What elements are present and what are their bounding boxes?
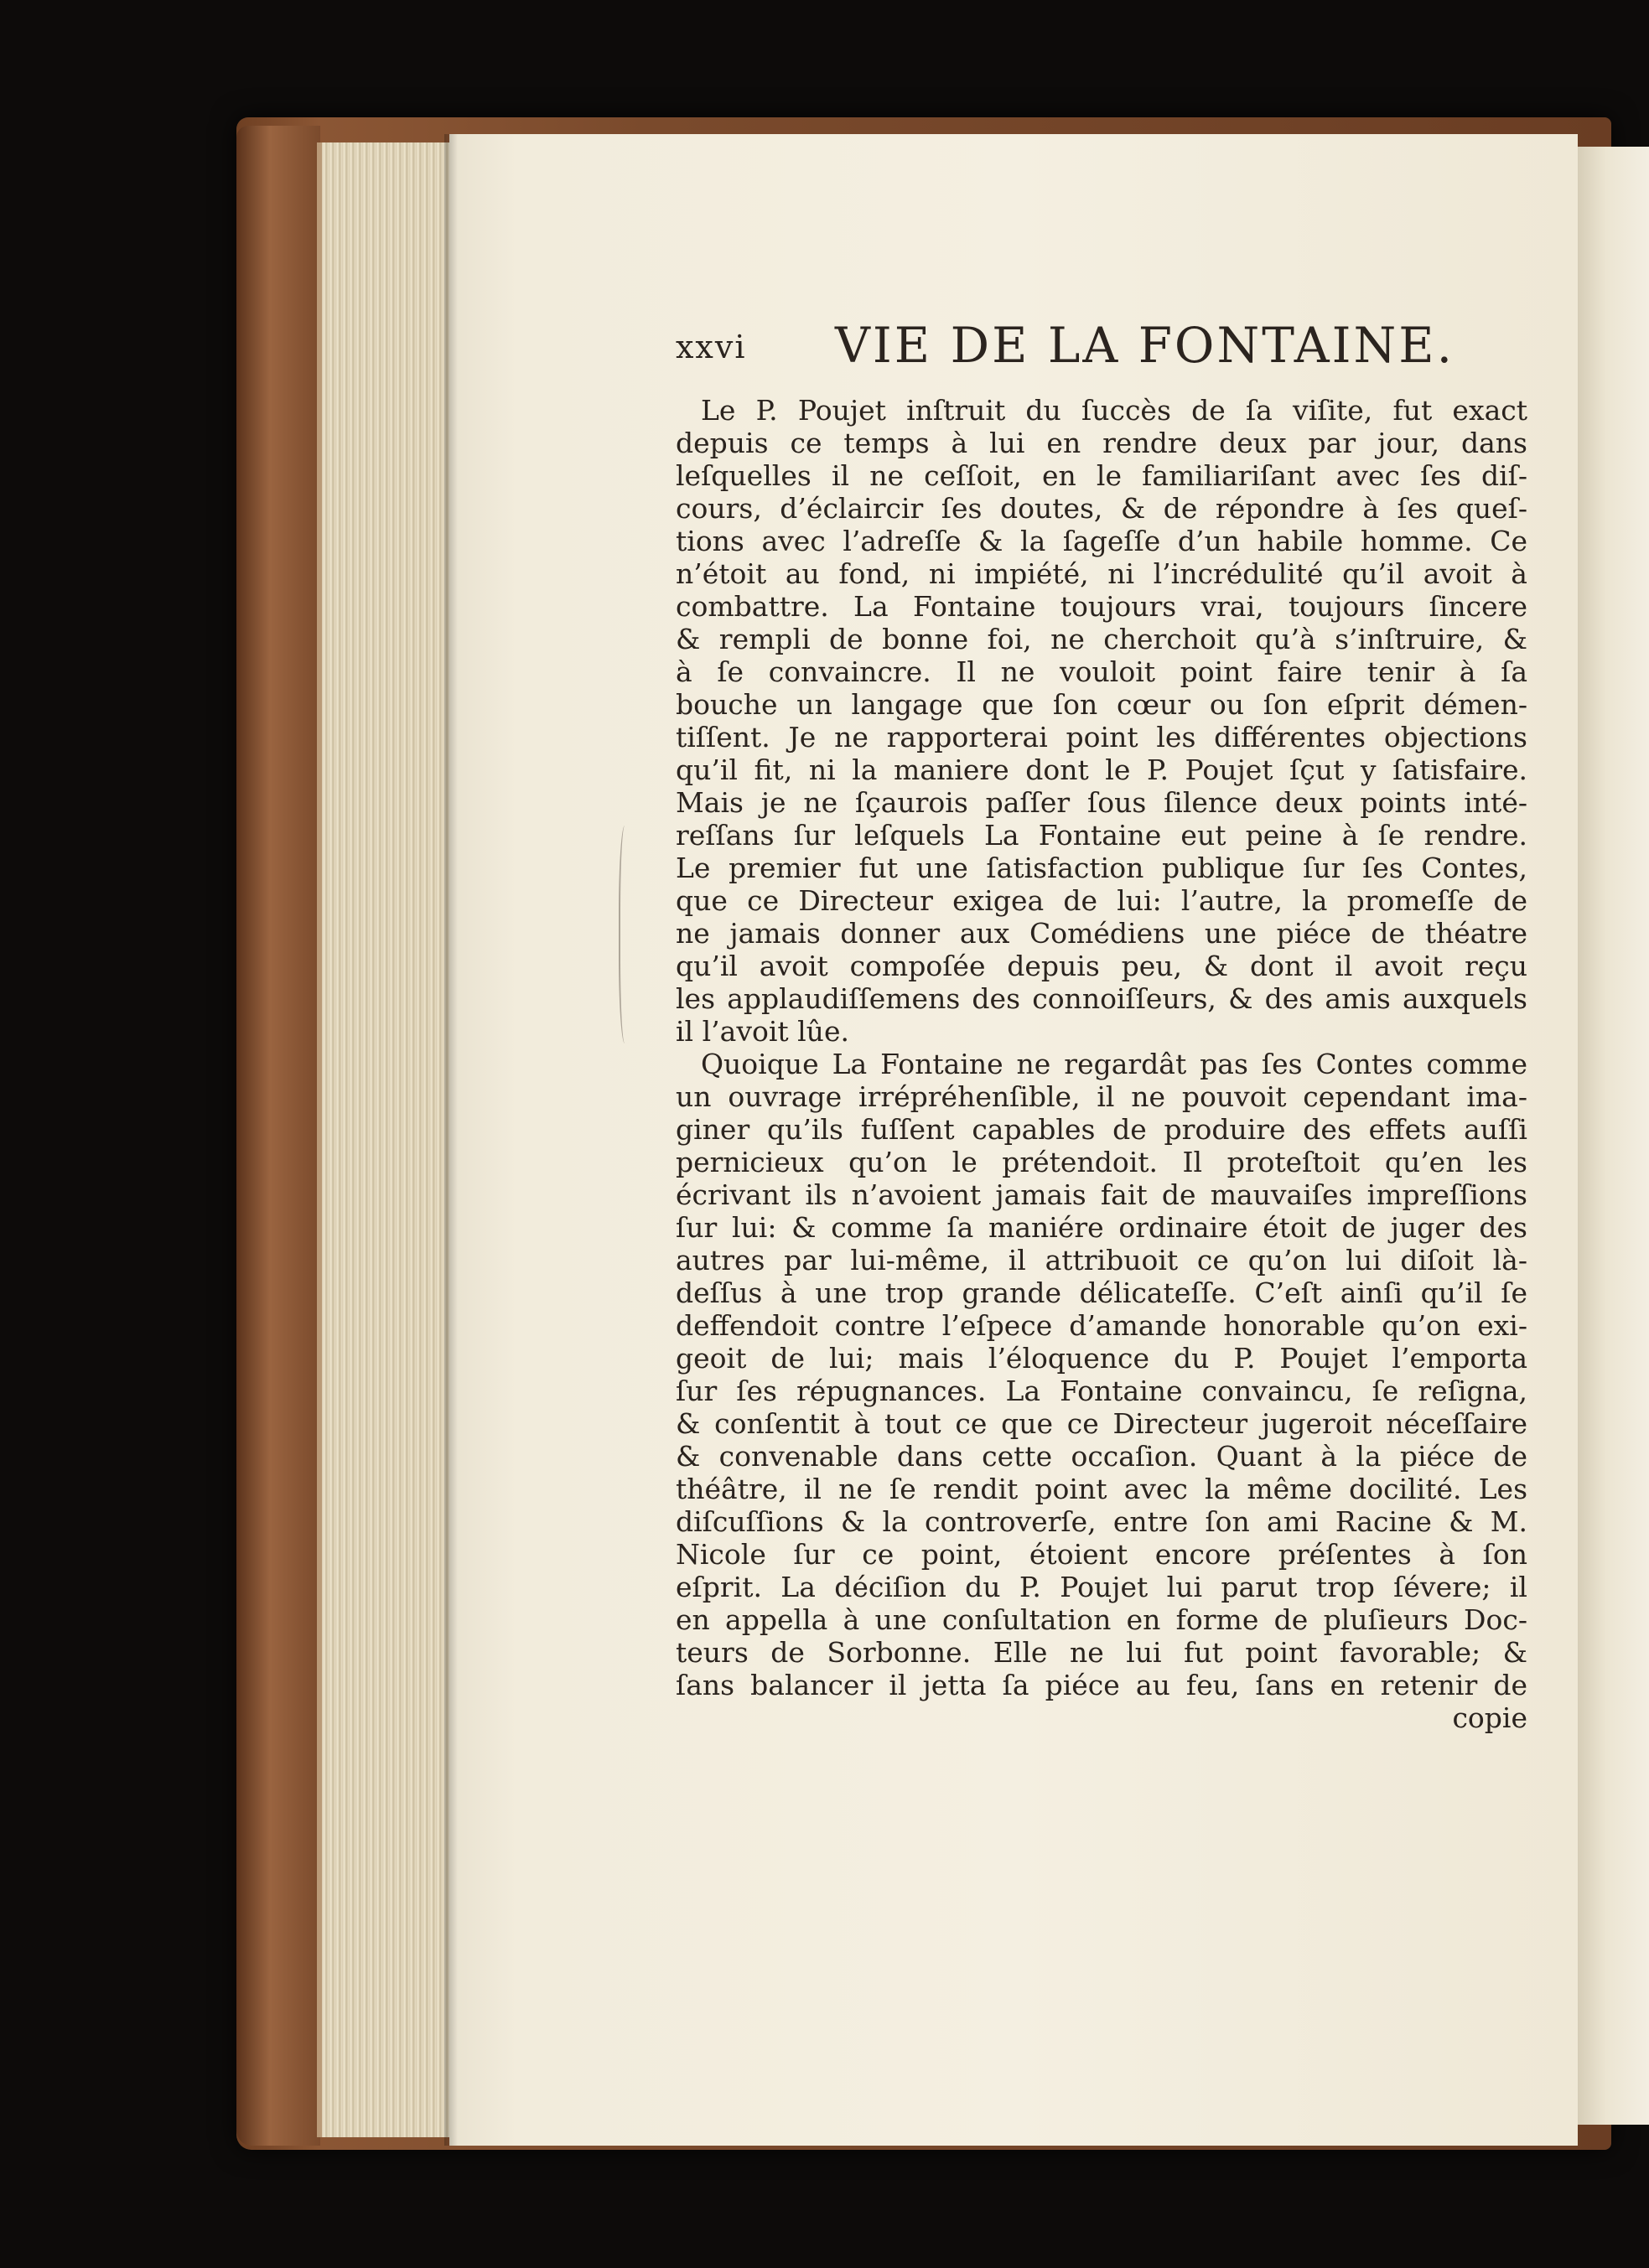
text-line: & conſentit à tout ce que ce Directeur jugeroit néceſſaire [676, 1407, 1527, 1440]
text-line: eſprit. La déciſion du P. Poujet lui parut trop ſévere; il [676, 1571, 1527, 1603]
text-line: Nicole ſur ce point, étoient encore préſentes à ſon [676, 1538, 1527, 1571]
text-line: Quoique La Fontaine ne regardât pas ſes Contes comme [701, 1048, 1527, 1080]
text-line: Le premier fut une ſatisfaction publique ſur ſes Contes, [676, 852, 1527, 884]
text-line: & rempli de bonne foi, ne cherchoit qu’à s’inſtruire, & [676, 623, 1527, 655]
text-line: autres par lui-même, il attribuoit ce qu’on lui diſoit là- [676, 1244, 1527, 1276]
text-line: diſcuſſions & la controverſe, entre ſon ami Racine & M. [676, 1505, 1527, 1538]
text-line: ſur lui: & comme ſa maniére ordinaire étoit de juger des [676, 1211, 1527, 1244]
text-line: qu’il fit, ni la maniere dont le P. Poujet ſçut y ſatisfaire. [676, 753, 1527, 786]
text-line: deffendoit contre l’eſpece d’amande honorable qu’on exi- [676, 1309, 1527, 1342]
body-text [676, 394, 1527, 1734]
text-line: tions avec l’adreſſe & la ſageſſe d’un habile homme. Ce [676, 525, 1527, 557]
text-line: à ſe convaincre. Il ne vouloit point faire tenir à ſa [676, 655, 1527, 688]
text-line: & convenable dans cette occaſion. Quant à la piéce de [676, 1440, 1527, 1473]
page-shadow [444, 134, 458, 2146]
text-line: cours, d’éclaircir ſes doutes, & de répondre à ſes queſ- [676, 492, 1527, 525]
running-head [676, 317, 1514, 375]
running-title: VIE DE LA FONTAINE. [835, 317, 1455, 374]
text-line: n’étoit au fond, ni impiété, ni l’incrédulité qu’il avoit à [676, 557, 1527, 590]
text-line: Mais je ne ſçaurois paſſer ſous ſilence deux points inté- [676, 786, 1527, 819]
text-line: que ce Directeur exigea de lui: l’autre, la promeſſe de [676, 884, 1527, 917]
text-line: giner qu’ils fuſſent capables de produire des effets auſſi [676, 1113, 1527, 1146]
page-edges [317, 142, 456, 2137]
text-line: deſſus à une trop grande délicateſſe. C’eſt ainſi qu’il ſe [676, 1276, 1527, 1309]
catchword: copie [1452, 1701, 1527, 1734]
text-line: reſſans ſur leſquels La Fontaine eut peine à ſe rendre. [676, 819, 1527, 852]
text-line: combattre. La Fontaine toujours vrai, toujours ſincere [676, 590, 1527, 623]
page-number: xxvi [676, 329, 747, 365]
text-line: les applaudiſſemens des connoiſſeurs, & des amis auxquels [676, 982, 1527, 1015]
text-line: ne jamais donner aux Comédiens une piéce de théatre [676, 917, 1527, 950]
margin-pencil-mark [619, 826, 634, 1043]
text-line: tiſſent. Je ne rapporterai point les différentes objections [676, 721, 1527, 753]
text-line: pernicieux qu’on le prétendoit. Il proteſtoit qu’en les [676, 1146, 1527, 1178]
text-line: il l’avoit lûe. [676, 1015, 849, 1048]
text-line: leſquelles il ne ceſſoit, en le familiariſant avec ſes diſ- [676, 459, 1527, 492]
text-line: ſur ſes répugnances. La Fontaine convaincu, ſe reſigna, [676, 1375, 1527, 1407]
facing-page-edge [1578, 147, 1649, 2125]
text-line: en appella à une conſultation en forme de pluſieurs Doc- [676, 1603, 1527, 1636]
binding-edge [236, 126, 320, 2146]
text-line: un ouvrage irrépréhenſible, il ne pouvoit cependant ima- [676, 1080, 1527, 1113]
text-line: Le P. Poujet inſtruit du ſuccès de ſa viſite, fut exact [701, 394, 1527, 427]
text-line: depuis ce temps à lui en rendre deux par jour, dans [676, 427, 1527, 459]
text-line: qu’il avoit compoſée depuis peu, & dont il avoit reçu [676, 950, 1527, 982]
text-line: ſans balancer il jetta ſa piéce au feu, ſans en retenir de [676, 1669, 1527, 1701]
text-line: geoit de lui; mais l’éloquence du P. Poujet l’emporta [676, 1342, 1527, 1375]
text-line: teurs de Sorbonne. Elle ne lui fut point favorable; & [676, 1636, 1527, 1669]
text-line: bouche un langage que ſon cœur ou ſon eſprit démen- [676, 688, 1527, 721]
text-line: écrivant ils n’avoient jamais fait de mauvaiſes impreſſions [676, 1178, 1527, 1211]
text-line: théâtre, il ne ſe rendit point avec la même docilité. Les [676, 1473, 1527, 1505]
